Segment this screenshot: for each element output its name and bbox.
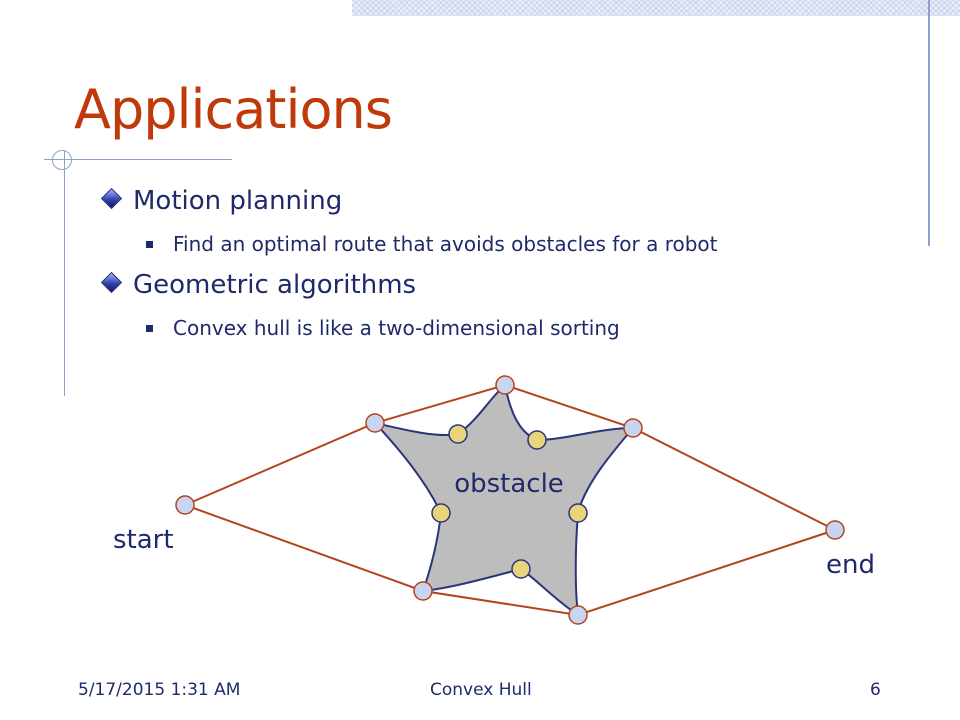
- start-label: start: [113, 525, 174, 555]
- hull-vertex-node: [569, 606, 587, 624]
- obstacle-shape: [375, 385, 633, 615]
- hull-vertex-node: [496, 376, 514, 394]
- inner-vertex-node: [528, 431, 546, 449]
- hull-vertex-node: [414, 582, 432, 600]
- inner-vertex-node: [432, 504, 450, 522]
- footer-page-number: 6: [870, 680, 881, 700]
- bullet-text: Geometric algorithms: [133, 270, 417, 300]
- inner-vertex-node: [449, 425, 467, 443]
- slide-title: Applications: [74, 78, 392, 141]
- inner-vertex-node: [569, 504, 587, 522]
- end-node: [826, 521, 844, 539]
- footer-title: Convex Hull: [430, 680, 532, 700]
- hull-vertex-node: [366, 414, 384, 432]
- sub-bullet-text: Convex hull is like a two-dimensional sorting: [173, 316, 620, 340]
- start-node: [176, 496, 194, 514]
- sub-bullet-text: Find an optimal route that avoids obstacles for a robot: [173, 232, 718, 256]
- inner-vertex-node: [512, 560, 530, 578]
- bullet-text: Motion planning: [133, 186, 343, 216]
- obstacle-label: obstacle: [454, 469, 564, 499]
- end-label: end: [826, 550, 875, 580]
- hull-vertex-node: [624, 419, 642, 437]
- footer-date: 5/17/2015 1:31 AM: [78, 680, 241, 700]
